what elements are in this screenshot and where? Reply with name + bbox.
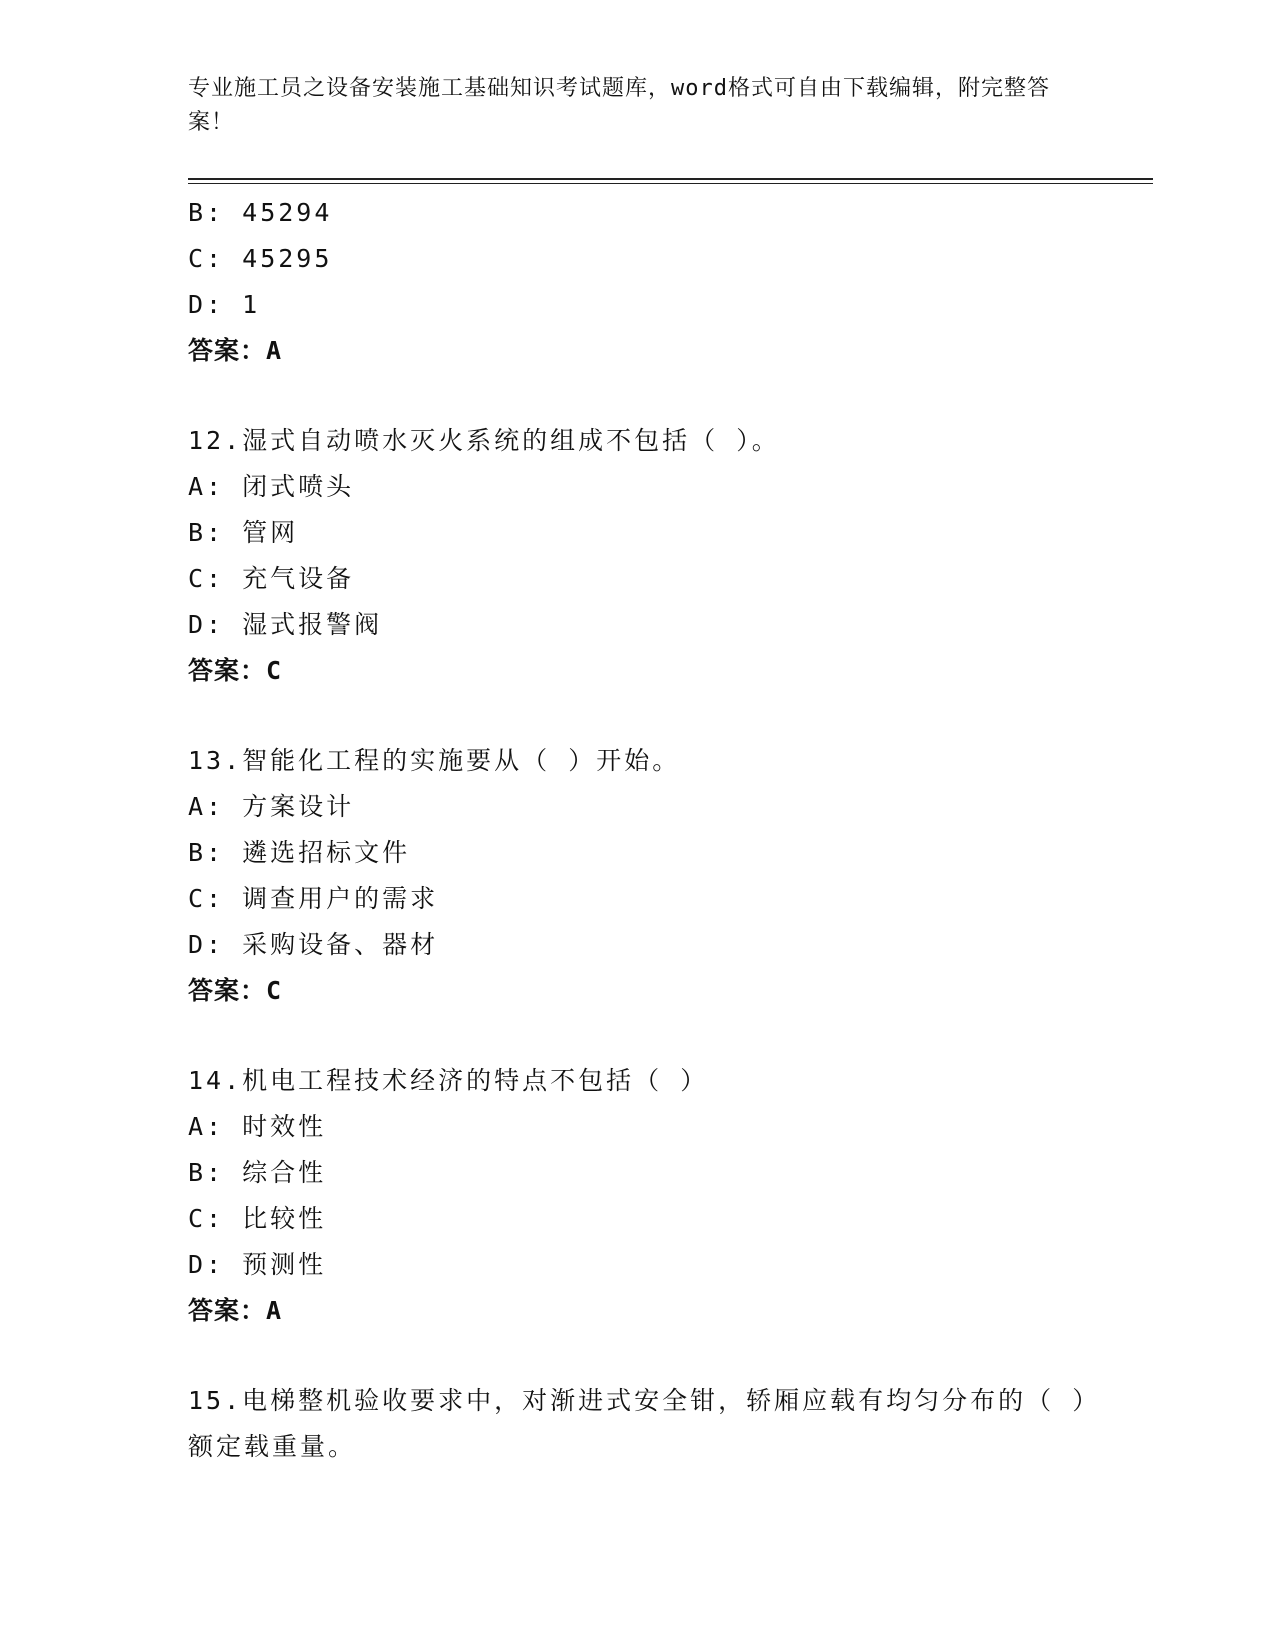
option-c: C: 比较性 — [188, 1204, 327, 1233]
option-d: D: 预测性 — [188, 1250, 327, 1279]
option-b: B: 综合性 — [188, 1158, 327, 1187]
option-c: C: 充气设备 — [188, 564, 355, 593]
option-a: A: 时效性 — [188, 1112, 327, 1141]
option-b: B: 管网 — [188, 518, 299, 547]
option-b: B: 45294 — [188, 198, 333, 227]
question-12 — [188, 418, 1108, 694]
question-13 — [188, 738, 1108, 1014]
option-a: A: 闭式喷头 — [188, 472, 355, 501]
option-d: D: 1 — [188, 290, 261, 319]
option-b: B: 遴选招标文件 — [188, 838, 411, 867]
document-header: 专业施工员之设备安装施工基础知识考试题库，word格式可自由下载编辑，附完整答案！ — [188, 76, 1050, 135]
question-14 — [188, 1058, 1108, 1334]
spacer — [188, 374, 1108, 418]
question-stem: 12.湿式自动喷水灭火系统的组成不包括（ ）。 — [188, 426, 780, 455]
option-c: C: 45295 — [188, 244, 333, 273]
option-a: A: 方案设计 — [188, 792, 355, 821]
question-list — [188, 190, 1108, 1470]
question-stem: 14.机电工程技术经济的特点不包括（ ） — [188, 1066, 709, 1095]
answer: 答案：C — [188, 656, 283, 685]
header-divider-thin — [188, 183, 1153, 184]
option-c: C: 调查用户的需求 — [188, 884, 439, 913]
spacer — [188, 694, 1108, 738]
question-11-continued — [188, 190, 1108, 374]
option-d: D: 湿式报警阀 — [188, 610, 383, 639]
header-divider — [188, 178, 1153, 180]
spacer — [188, 1334, 1108, 1378]
option-d: D: 采购设备、器材 — [188, 930, 439, 959]
answer: 答案：A — [188, 1296, 283, 1325]
answer: 答案：A — [188, 336, 283, 365]
answer: 答案：C — [188, 976, 283, 1005]
question-stem: 13.智能化工程的实施要从（ ）开始。 — [188, 746, 681, 775]
spacer — [188, 1014, 1108, 1058]
question-stem: 15.电梯整机验收要求中，对渐进式安全钳，轿厢应载有均匀分布的（ ）额定载重量。 — [188, 1386, 1088, 1461]
question-15 — [188, 1378, 1108, 1470]
